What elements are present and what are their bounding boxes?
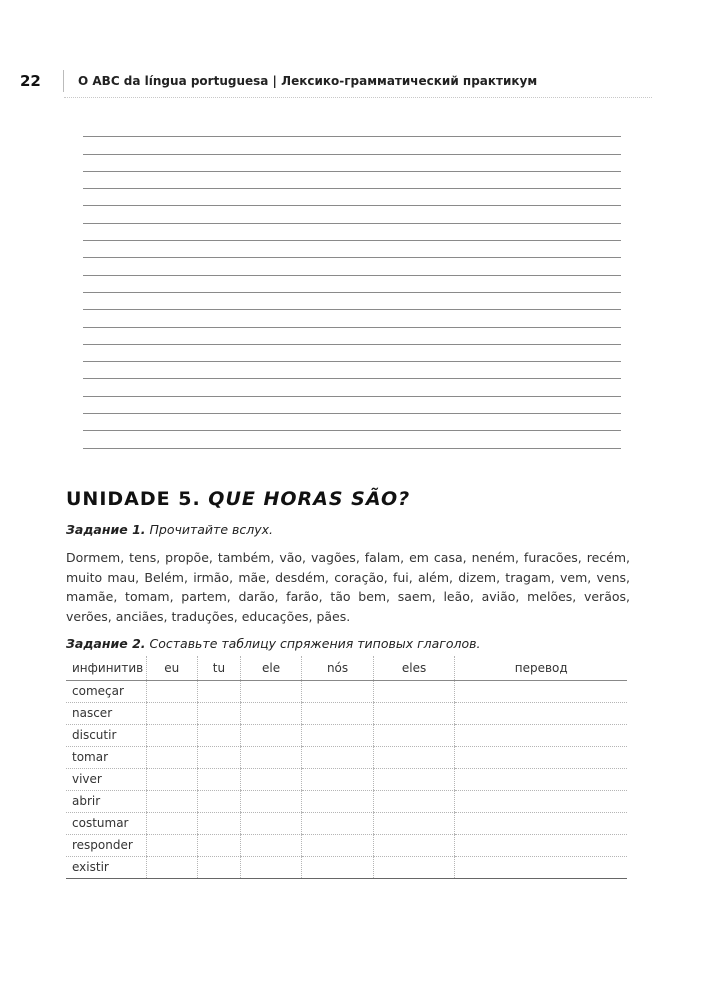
- task-2-heading: [66, 636, 481, 651]
- writing-line[interactable]: [83, 276, 621, 293]
- answer-cell[interactable]: [197, 812, 240, 834]
- table-row: [66, 724, 627, 746]
- infinitive-cell: discutir: [66, 724, 146, 746]
- answer-cell[interactable]: [455, 790, 627, 812]
- answer-cell[interactable]: [302, 746, 373, 768]
- answer-cell[interactable]: [146, 680, 197, 702]
- answer-cell[interactable]: [373, 724, 455, 746]
- unit-title-prefix: UNIDADE 5.: [66, 488, 209, 510]
- answer-cell[interactable]: [302, 680, 373, 702]
- answer-cell[interactable]: [302, 724, 373, 746]
- writing-line[interactable]: [83, 258, 621, 275]
- column-header: tu: [197, 656, 240, 680]
- writing-line[interactable]: [83, 206, 621, 223]
- answer-cell[interactable]: [455, 768, 627, 790]
- answer-cell[interactable]: [373, 746, 455, 768]
- column-header: ele: [240, 656, 302, 680]
- unit-title: [66, 488, 410, 510]
- answer-cell[interactable]: [240, 746, 302, 768]
- answer-cell[interactable]: [455, 724, 627, 746]
- answer-cell[interactable]: [302, 812, 373, 834]
- infinitive-cell: existir: [66, 856, 146, 878]
- writing-line[interactable]: [83, 414, 621, 431]
- writing-line[interactable]: [83, 241, 621, 258]
- header-rule: [64, 97, 652, 98]
- answer-cell[interactable]: [240, 768, 302, 790]
- answer-cell[interactable]: [302, 768, 373, 790]
- writing-line[interactable]: [83, 137, 621, 154]
- answer-cell[interactable]: [302, 702, 373, 724]
- answer-cell[interactable]: [146, 724, 197, 746]
- table-row: [66, 834, 627, 856]
- header-divider: [63, 70, 64, 92]
- infinitive-cell: começar: [66, 680, 146, 702]
- writing-line[interactable]: [83, 120, 621, 137]
- answer-cell[interactable]: [197, 680, 240, 702]
- answer-cell[interactable]: [373, 812, 455, 834]
- writing-line[interactable]: [83, 172, 621, 189]
- unit-title-main: QUE HORAS SÃO?: [208, 488, 411, 510]
- answer-cell[interactable]: [146, 790, 197, 812]
- infinitive-cell: viver: [66, 768, 146, 790]
- answer-cell[interactable]: [146, 702, 197, 724]
- infinitive-cell: tomar: [66, 746, 146, 768]
- writing-line[interactable]: [83, 293, 621, 310]
- answer-cell[interactable]: [302, 790, 373, 812]
- answer-cell[interactable]: [302, 834, 373, 856]
- answer-cell[interactable]: [373, 790, 455, 812]
- column-header: перевод: [455, 656, 627, 680]
- infinitive-cell: responder: [66, 834, 146, 856]
- answer-cell[interactable]: [197, 790, 240, 812]
- answer-cell[interactable]: [197, 702, 240, 724]
- answer-cell[interactable]: [146, 834, 197, 856]
- answer-cell[interactable]: [146, 768, 197, 790]
- answer-cell[interactable]: [197, 746, 240, 768]
- answer-cell[interactable]: [240, 812, 302, 834]
- answer-cell[interactable]: [240, 834, 302, 856]
- task-2-label: Задание 2.: [66, 636, 146, 651]
- writing-line[interactable]: [83, 431, 621, 448]
- answer-cell[interactable]: [146, 746, 197, 768]
- answer-cell[interactable]: [240, 702, 302, 724]
- writing-lines: [83, 120, 621, 449]
- page-header: [20, 70, 630, 96]
- answer-cell[interactable]: [197, 856, 240, 878]
- running-title: O ABC da língua portuguesa | Лексико-грамматический практикум: [78, 74, 538, 88]
- table-row: [66, 680, 627, 702]
- answer-cell[interactable]: [240, 680, 302, 702]
- answer-cell[interactable]: [240, 790, 302, 812]
- table-row: [66, 746, 627, 768]
- task-1-label: Задание 1.: [66, 522, 146, 537]
- page-number: 22: [20, 72, 41, 90]
- writing-line[interactable]: [83, 379, 621, 396]
- answer-cell[interactable]: [373, 768, 455, 790]
- table-row: [66, 702, 627, 724]
- table-row: [66, 790, 627, 812]
- writing-line[interactable]: [83, 397, 621, 414]
- answer-cell[interactable]: [455, 834, 627, 856]
- answer-cell[interactable]: [302, 856, 373, 878]
- column-header: eles: [373, 656, 455, 680]
- infinitive-cell: abrir: [66, 790, 146, 812]
- table-header-row: [66, 656, 627, 680]
- writing-line[interactable]: [83, 189, 621, 206]
- answer-cell[interactable]: [373, 856, 455, 878]
- task-1-heading: [66, 522, 273, 537]
- writing-line[interactable]: [83, 224, 621, 241]
- answer-cell[interactable]: [197, 724, 240, 746]
- answer-cell[interactable]: [455, 812, 627, 834]
- answer-cell[interactable]: [197, 768, 240, 790]
- answer-cell[interactable]: [455, 702, 627, 724]
- answer-cell[interactable]: [240, 856, 302, 878]
- table-row: [66, 856, 627, 878]
- infinitive-cell: nascer: [66, 702, 146, 724]
- table-row: [66, 768, 627, 790]
- writing-line[interactable]: [83, 362, 621, 379]
- task-1-instruction: Прочитайте вслух.: [145, 522, 274, 537]
- answer-cell[interactable]: [373, 680, 455, 702]
- writing-line[interactable]: [83, 328, 621, 345]
- answer-cell[interactable]: [455, 746, 627, 768]
- column-header: eu: [146, 656, 197, 680]
- column-header: инфинитив: [66, 656, 146, 680]
- table-row: [66, 812, 627, 834]
- answer-cell[interactable]: [146, 812, 197, 834]
- conjugation-table: [66, 656, 627, 879]
- infinitive-cell: costumar: [66, 812, 146, 834]
- writing-line[interactable]: [83, 155, 621, 172]
- answer-cell[interactable]: [197, 834, 240, 856]
- column-header: nós: [302, 656, 373, 680]
- answer-cell[interactable]: [455, 856, 627, 878]
- answer-cell[interactable]: [373, 702, 455, 724]
- writing-line[interactable]: [83, 310, 621, 327]
- answer-cell[interactable]: [373, 834, 455, 856]
- writing-line[interactable]: [83, 345, 621, 362]
- answer-cell[interactable]: [455, 680, 627, 702]
- task-1-word-list: Dormem, tens, propõe, também, vão, vagões, falam, em casa, neném, furacões, recém, muito mau, Belém, irmão, mãe, desdém, coração, fui, além, dizem, tragam, vem, vens, mamãe, tomam, partem, darão, farão, tão bem, saem, leão, avião, melões, verãos, verões, anciães, traduções, educações, pães.: [66, 550, 630, 624]
- answer-cell[interactable]: [240, 724, 302, 746]
- task-2-instruction: Составьте таблицу спряжения типовых глаголов.: [145, 636, 481, 651]
- answer-cell[interactable]: [146, 856, 197, 878]
